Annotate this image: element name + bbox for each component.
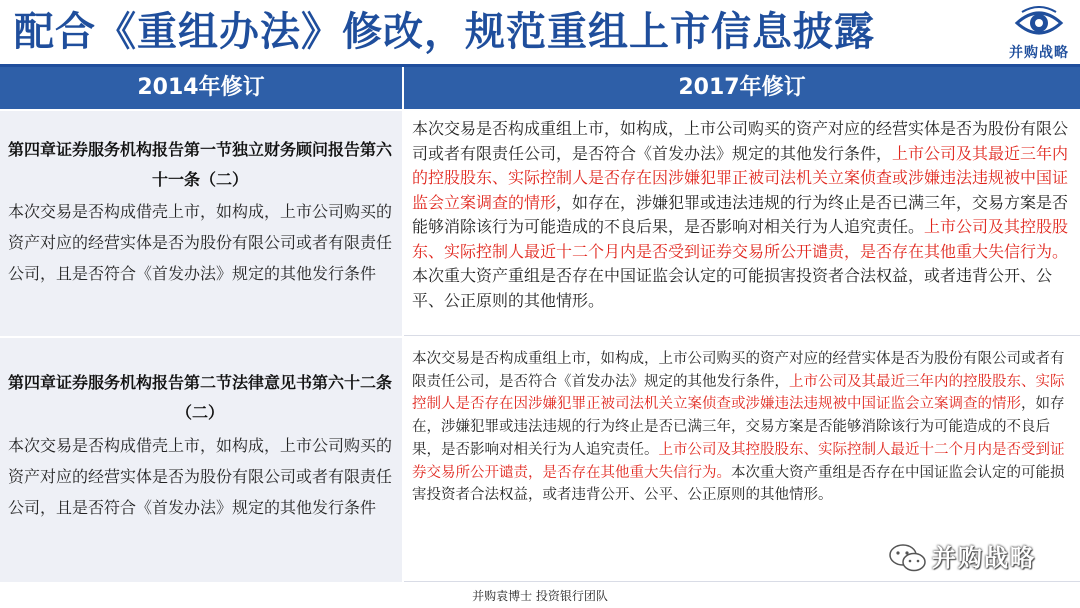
highlight-segment: 上市公司及其控股股东、实际控制人最近十二个月内是否受到证券交易所公开谴责，是否存在其他重大失信行为。 (412, 217, 1069, 261)
page-title: 配合《重组办法》修改，规范重组上市信息披露 (14, 9, 875, 55)
table-header (0, 67, 1080, 109)
cell-2014 (0, 111, 402, 336)
logo-text: 并购战略 (1009, 45, 1069, 61)
text-segment: 本次重大资产重组是否存在中国证监会认定的可能损害投资者合法权益，或者违背公开、公平、公正原则的其他情形。 (412, 464, 1065, 504)
text-segment: ，如存在，涉嫌犯罪或违法违规的行为终止是否已满三年，交易方案是否能够消除该行为可能造成的不良后果，是否影响对相关行为人追究责任。 (412, 192, 1069, 236)
text-segment: 本次交易是否构成重组上市，如构成，上市公司购买的资产对应的经营实体是否为股份有限公司或者有限责任公司，是否符合《首发办法》规定的其他发行条件， (412, 351, 1065, 390)
brand-logo (1008, 4, 1070, 62)
text-segment: 本次重大资产重组是否存在中国证监会认定的可能损害投资者合法权益，或者违背公开、公平、公正原则的其他情形。 (412, 266, 1053, 310)
cell-2017 (404, 111, 1080, 336)
watermark (888, 540, 1068, 576)
text-segment: 本次交易是否构成重组上市，如构成，上市公司购买的资产对应的经营实体是否为股份有限公司或者有限责任公司，是否符合《首发办法》规定的其他发行条件， (412, 119, 1069, 163)
section-title: 第四章证券服务机构报告第二节法律意见书第六十二条（二） (8, 373, 393, 422)
column-header-2017: 2017年修订 (678, 75, 806, 100)
cell-2014 (0, 338, 402, 582)
wechat-icon (888, 542, 928, 574)
table-row (0, 111, 1080, 336)
column-header-2014: 2014年修订 (137, 75, 265, 100)
title-bar (0, 0, 1080, 64)
cell-text-2017 (412, 117, 1072, 313)
eye-icon (1014, 6, 1064, 40)
cell-text-2014: 本次交易是否构成借壳上市，如构成，上市公司购买的资产对应的经营实体是否为股份有限公司或者有限责任公司，且是否符合《首发办法》规定的其他发行条件 (8, 202, 393, 283)
highlight-segment: 上市公司及其控股股东、实际控制人最近十二个月内是否受到证券交易所公开谴责，是否存在其他重大失信行为。 (412, 441, 1065, 481)
footer: 并购袁博士 投资银行团队 (0, 584, 1080, 608)
watermark-text: 并购战略 (932, 544, 1036, 572)
text-segment: ，如存在，涉嫌犯罪或违法违规的行为终止是否已满三年，交易方案是否能够消除该行为可能造成的不良后果，是否影响对相关行为人追究责任。 (412, 396, 1065, 458)
cell-text-2014: 本次交易是否构成借壳上市，如构成，上市公司购买的资产对应的经营实体是否为股份有限公司或者有限责任公司，且是否符合《首发办法》规定的其他发行条件 (8, 436, 393, 517)
highlight-segment: 上市公司及其最近三年内的控股股东、实际控制人是否存在因涉嫌犯罪正被司法机关立案侦查或涉嫌违法违规被中国证监会立案调查的情形 (412, 373, 1065, 413)
highlight-segment: 上市公司及其最近三年内的控股股东、实际控制人是否存在因涉嫌犯罪正被司法机关立案侦查或涉嫌违法违规被中国证监会立案调查的情形 (412, 143, 1069, 212)
section-title: 第四章证券服务机构报告第一节独立财务顾问报告第六十一条（二） (8, 140, 393, 189)
cell-text-2017 (412, 348, 1072, 507)
